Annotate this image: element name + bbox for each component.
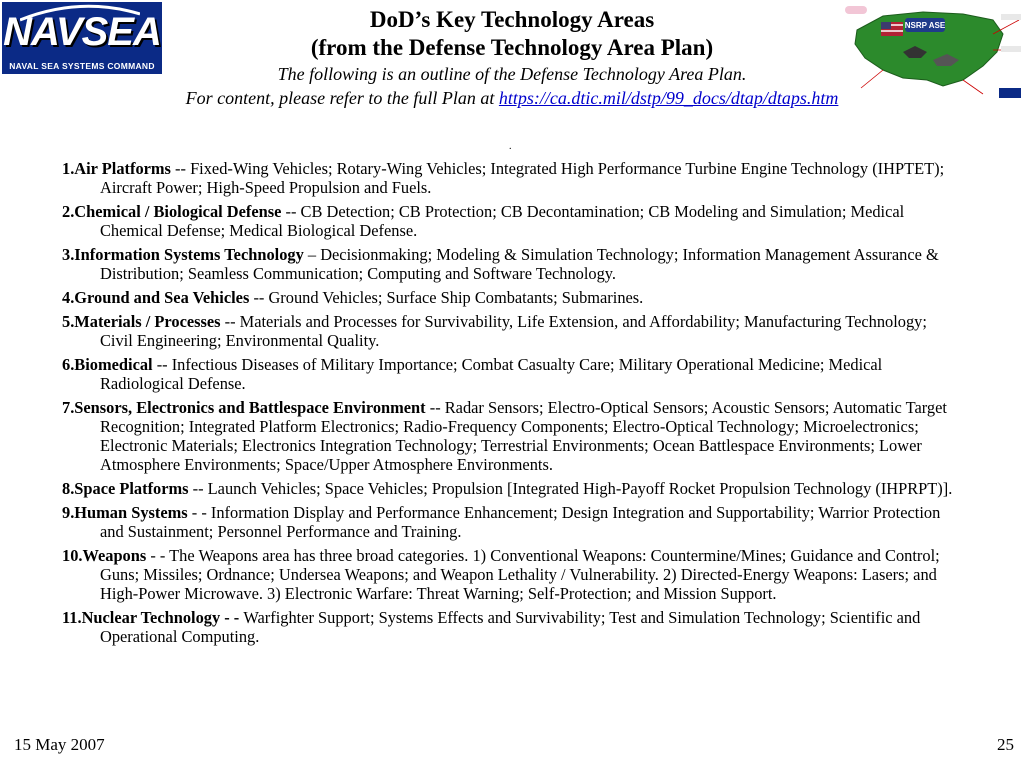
area-description: – Decisionmaking; Modeling & Simulation Technology; Information Management Assurance & Distribution; Seamless Communication; Computing and Software Technology.: [100, 245, 939, 283]
area-heading: 9.Human Systems: [62, 503, 188, 522]
list-item: [62, 312, 962, 350]
slide-header: [60, 6, 964, 110]
area-heading: 10.Weapons: [62, 546, 147, 565]
list-item: [62, 546, 962, 603]
list-item: [62, 159, 962, 197]
area-heading: 4.Ground and Sea Vehicles: [62, 288, 250, 307]
area-description: - - The Weapons area has three broad categories. 1) Conventional Weapons: Countermine/Mines; Guidance and Control; Guns; Missiles; Ordnance; Undersea Weapons; and Weapon Lethality / Vulnerability. 2) Directed-Energy Weapons: Lasers; and High-Power Microwave. 3) Electronic Warfare: Threat Warning; Self-Protection; and Mission Support.: [100, 546, 940, 603]
list-item: [62, 288, 962, 307]
technology-areas-list: [62, 159, 962, 651]
title-line-2: (from the Defense Technology Area Plan): [310, 35, 714, 60]
list-item: [62, 608, 962, 646]
area-description: -- Infectious Diseases of Military Importance; Combat Casualty Care; Military Operational Medicine; Medical Radiological Defense.: [100, 355, 883, 393]
area-heading: 2.Chemical / Biological Defense: [62, 202, 282, 221]
list-item: [62, 355, 962, 393]
area-heading: 5.Materials / Processes: [62, 312, 221, 331]
area-heading: 6.Biomedical: [62, 355, 153, 374]
separator-dot: .: [509, 141, 512, 152]
area-description: -- Materials and Processes for Survivability, Life Extension, and Affordability; Manufacturing Technology; Civil Engineering; Environmental Quality.: [100, 312, 927, 350]
subtitle-line-1: The following is an outline of the Defense Technology Area Plan.: [277, 64, 747, 84]
area-description: Warfighter Support; Systems Effects and Survivability; Test and Simulation Technology; Scientific and Operational Computing.: [100, 608, 921, 646]
list-item: [62, 245, 962, 283]
area-description: -- Radar Sensors; Electro-Optical Sensors; Acoustic Sensors; Automatic Target Recognition; Integrated Platform Electronics; Radio-Frequency Components; Electro-Optical Technology; Microelectronics; Electronic Materials; Electronics Integration Technology; Terrestrial Environments; Ocean Battlespace Environments; Lower Atmosphere Environments; Space/Upper Atmosphere Environments.: [100, 398, 947, 474]
subtitle-line-2: [60, 86, 964, 110]
list-item: [62, 202, 962, 240]
area-heading: 7.Sensors, Electronics and Battlespace Environment: [62, 398, 426, 417]
area-description: -- Fixed-Wing Vehicles; Rotary-Wing Vehicles; Integrated High Performance Turbine Engine Technology (IHPTET); Aircraft Power; High-Speed Propulsion and Fuels.: [100, 159, 945, 197]
area-description: - - Information Display and Performance Enhancement; Design Integration and Supportability; Warrior Protection and Sustainment; Personnel Performance and Training.: [100, 503, 941, 541]
area-heading: 1.Air Platforms: [62, 159, 171, 178]
area-heading: 3.Information Systems Technology: [62, 245, 304, 264]
subtitle-prefix: For content, please refer to the full Plan at: [185, 88, 499, 108]
footer-date: 15 May 2007: [14, 735, 105, 754]
area-description: -- Launch Vehicles; Space Vehicles; Propulsion [Integrated High-Payoff Rocket Propulsion Technology (IHPRPT)].: [188, 479, 953, 498]
dtap-link[interactable]: https://ca.dtic.mil/dstp/99_docs/dtap/dtaps.htm: [498, 88, 839, 108]
area-heading: 8.Space Platforms: [62, 479, 189, 498]
title-line-1: DoD’s Key Technology Areas: [369, 7, 655, 32]
area-description: -- CB Detection; CB Protection; CB Decontamination; CB Modeling and Simulation; Medical Chemical Defense; Medical Biological Defense.: [100, 202, 905, 240]
area-description: -- Ground Vehicles; Surface Ship Combatants; Submarines.: [249, 288, 644, 307]
list-item: [62, 479, 962, 498]
page-number: 25: [997, 735, 1014, 754]
list-item: [62, 503, 962, 541]
map-label: NSRP ASE: [904, 21, 946, 30]
logo-wordmark: NAVSEA: [3, 10, 161, 54]
logo-subtitle: NAVAL SEA SYSTEMS COMMAND: [9, 61, 155, 71]
list-item: [62, 398, 962, 474]
area-heading: 11.Nuclear Technology - -: [62, 608, 244, 627]
